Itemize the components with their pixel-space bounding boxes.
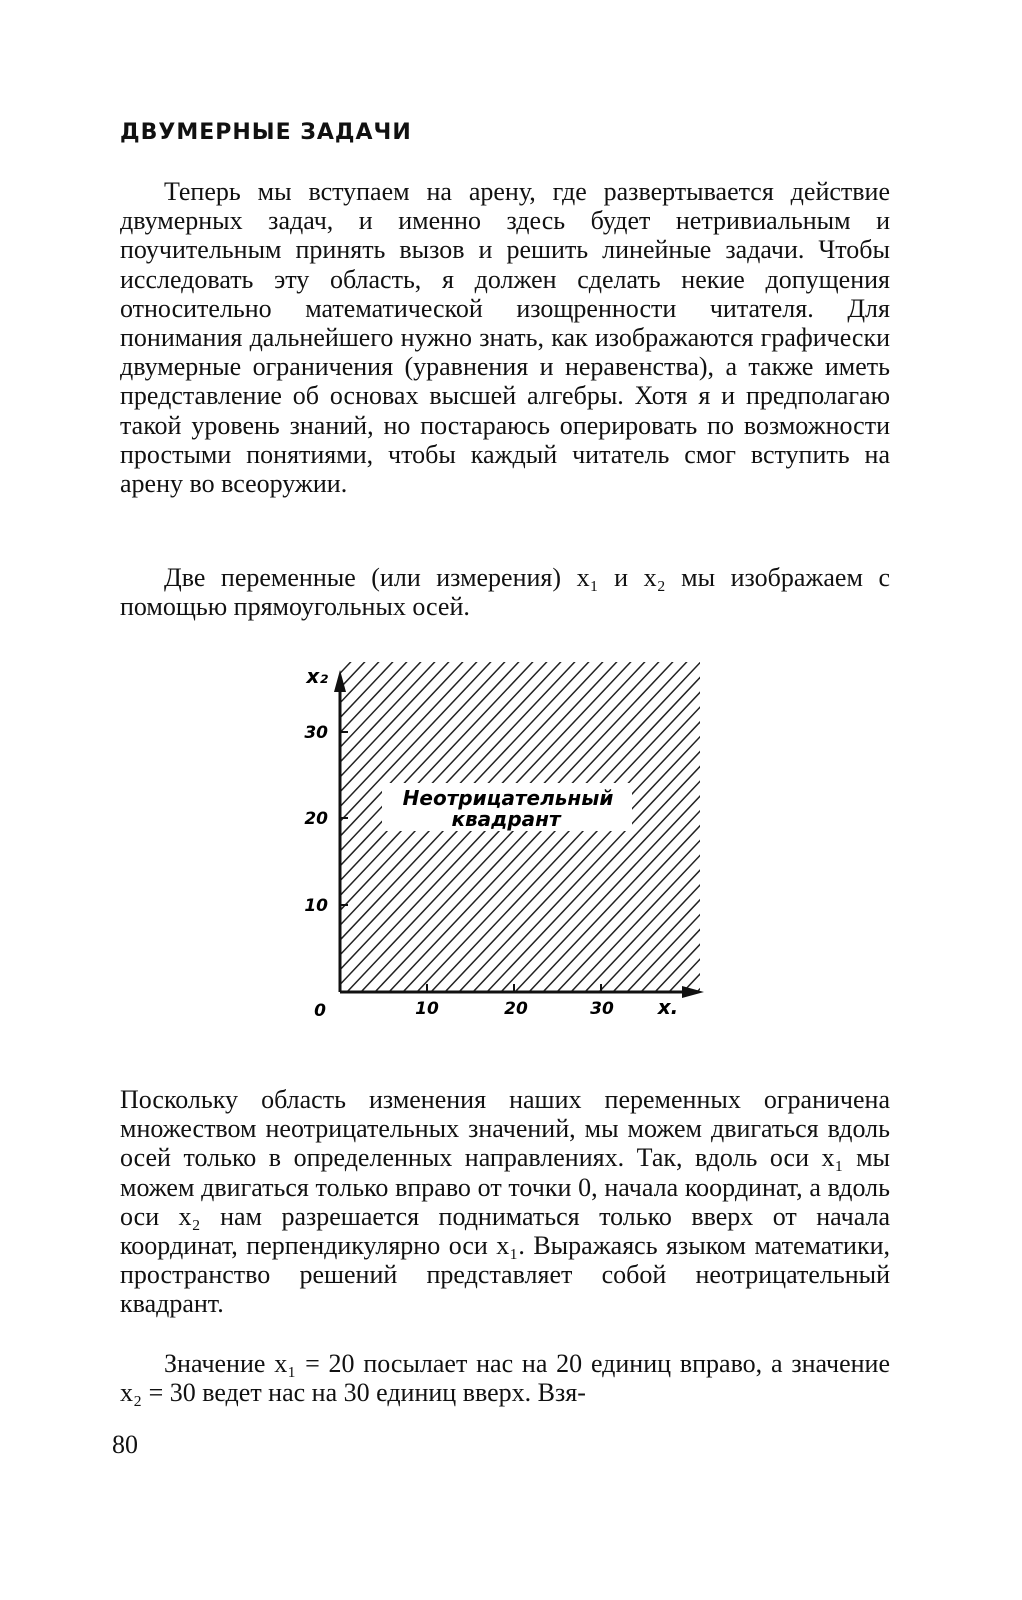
x-tick-label-10: 10	[415, 999, 439, 1019]
y-tick-label-20: 20	[304, 809, 328, 829]
y-axis-arrow	[334, 670, 346, 692]
origin-label: 0	[314, 1001, 326, 1021]
paragraph-variables: Две переменные (или измерения) x₁ и x₂ мы изображаем с помощью прямоугольных осей.	[120, 563, 890, 622]
x-tick-label-30: 30	[590, 999, 614, 1019]
y-axis-label: x₂	[306, 664, 328, 688]
region-label-line1: Неотрицательный	[402, 786, 614, 810]
paragraph-values: Значение x₁ = 20 посылает нас на 20 единиц вправо, а значение x₂ = 30 ведет нас на 30 единиц вверх. Взя-	[120, 1349, 890, 1408]
hatch-line	[290, 650, 320, 1010]
section-heading: ДВУМЕРНЫЕ ЗАДАЧИ	[120, 120, 412, 145]
hatch-line	[290, 650, 362, 1010]
x-axis-label: x.	[657, 995, 679, 1019]
hatch-line	[652, 650, 720, 1010]
y-tick-label-10: 10	[304, 896, 328, 916]
x-axis-arrow	[682, 986, 704, 998]
hatch-line	[680, 650, 720, 1010]
hatch-line	[624, 650, 720, 1010]
region-label-line2: квадрант	[451, 807, 561, 831]
hatch-line	[290, 650, 376, 1010]
hatch-line	[708, 650, 720, 1010]
hatch-line	[694, 650, 720, 1010]
page-number: 80	[112, 1430, 138, 1459]
paragraph-intro: Теперь мы вступаем на арену, где развертывается действие двумерных задач, и именно здесь будет нетривиальным и поучительным принять вызов и решить линейные задачи. Чтобы исследовать эту область, я должен сделать некие допущения относительно математической изощренности читателя. Для понимания дальнейшего нужно знать, как изображаются графически двумерные ограничения (уравнения и неравенства), а также иметь представление об основах высшей алгебры. Хотя я и предполагаю такой уровень знаний, но постараюсь оперировать по возможности простыми понятиями, чтобы каждый читатель смог вступить на арену во всеоружии.	[120, 177, 890, 499]
y-tick-label-30: 30	[304, 723, 328, 743]
x-tick-label-20: 20	[504, 999, 528, 1019]
paragraph-quadrant: Поскольку область изменения наших переменных ограничена множеством неотрицательных значений, мы можем двигаться вдоль осей только в определенных направлениях. Так, вдоль оси x₁ мы можем двигаться только вправо от точки 0, начала координат, а вдоль оси x₂ нам разрешается подниматься только вверх от начала координат, перпендикулярно оси x₁. Выражаясь языком математики, пространство решений представляет собой неотрицательный квадрант.	[120, 1085, 890, 1319]
hatch-line	[638, 650, 720, 1010]
quadrant-figure	[290, 650, 720, 1030]
hatch-line	[290, 650, 334, 1010]
quadrant-diagram	[290, 650, 720, 1030]
